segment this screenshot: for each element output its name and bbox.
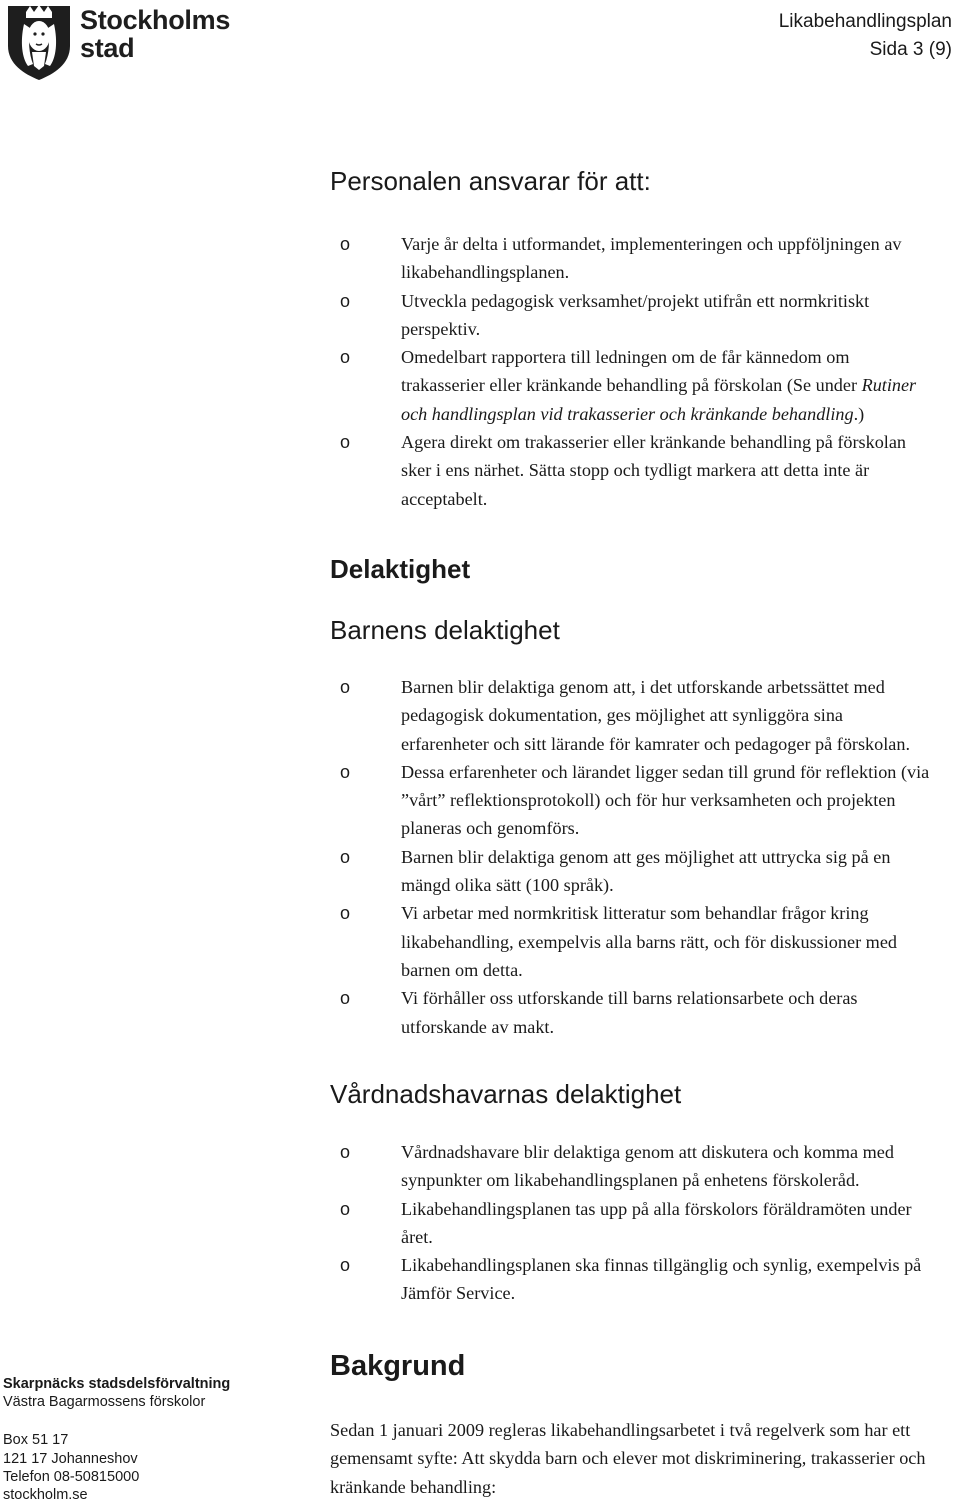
list-item: o Vi förhåller oss utforskande till barns relationsarbete och deras utforskande av makt. xyxy=(330,984,930,1041)
list-item: o Likabehandlingsplanen tas upp på alla förskolors föräldramöten under året. xyxy=(330,1195,930,1252)
barnens-list xyxy=(330,673,930,1041)
vardnad-list xyxy=(330,1138,930,1308)
list-item: o Barnen blir delaktiga genom att ges möjlighet att uttrycka sig på en mängd olika sätt (100 språk). xyxy=(330,843,930,900)
footer-box: Box 51 17 xyxy=(3,1432,69,1449)
rutiner-reference: Rutiner och handlingsplan vid trakasserier och kränkande behandling xyxy=(401,375,917,424)
list-item: o Utveckla pedagogisk verksamhet/projekt utifrån ett normkritiskt perspektiv. xyxy=(330,287,930,344)
barnens-heading: Barnens delaktighet xyxy=(330,615,560,645)
personal-heading: Personalen ansvarar för att: xyxy=(330,166,651,196)
footer-org: Skarpnäcks stadsdelsförvaltning xyxy=(3,1376,231,1392)
list-item: o Vi arbetar med normkritisk litteratur som behandlar frågor kring likabehandling, exempelvis alla barns rätt, och för diskussioner med barnen om detta. xyxy=(330,899,930,984)
footer-web-link[interactable]: stockholm.se xyxy=(3,1487,88,1504)
footer-postal: 121 17 Johanneshov xyxy=(3,1450,138,1467)
page-number: Sida 3 (9) xyxy=(869,39,952,60)
logo-text-line1: Stockholms xyxy=(80,5,231,35)
delaktighet-heading: Delaktighet xyxy=(330,554,471,584)
footer-address xyxy=(3,1375,303,1504)
list-item-text: Omedelbart rapportera till ledningen om de får kännedom om trakasserier eller kränkande behandling på förskolan (Se under xyxy=(401,347,862,396)
document-title: Likabehandlingsplan xyxy=(778,11,952,32)
list-item-text: .) xyxy=(853,403,865,424)
footer-phone: Telefon 08-50815000 xyxy=(3,1468,140,1485)
list-item: o Likabehandlingsplanen ska finnas tillgänglig och synlig, exempelvis på Jämför Service. xyxy=(330,1251,930,1308)
list-item xyxy=(330,343,930,428)
logo-text-line2: stad xyxy=(80,33,135,63)
personal-list xyxy=(330,230,930,513)
vardnad-heading: Vårdnadshavarnas delaktighet xyxy=(330,1079,682,1109)
list-item: o Varje år delta i utformandet, implementeringen och uppföljningen av likabehandlingsplanen. xyxy=(330,230,930,287)
list-item: o Agera direkt om trakasserier eller kränkande behandling på förskolan sker i ens närhet. Sätta stopp och tydligt markera att detta inte är acceptabelt. xyxy=(330,428,930,513)
bakgrund-heading: Bakgrund xyxy=(330,1350,466,1382)
footer-unit: Västra Bagarmossens förskolor xyxy=(3,1394,206,1411)
stockholms-stad-logo xyxy=(6,2,246,82)
list-item: o Barnen blir delaktiga genom att, i det utforskande arbetssättet med pedagogisk dokumentation, ges möjlighet att synliggöra sina erfarenheter och sitt lärande för kamrater och pedagoger på förskolan. xyxy=(330,673,930,758)
list-item: o Dessa erfarenheter och lärandet ligger sedan till grund för reflektion (via ”vårt” reflektionsprotokoll) och för hur verksamheten och projekten planeras och genomförs. xyxy=(330,758,930,843)
city-crest-icon xyxy=(6,2,72,82)
page-header-info xyxy=(779,8,952,64)
list-item: o Vårdnadshavare blir delaktiga genom att diskutera och komma med synpunkter om likabehandlingsplanen på enhetens förskoleråd. xyxy=(330,1138,930,1195)
bakgrund-text: Sedan 1 januari 2009 regleras likabehandlingsarbetet i två regelverk som har ett gemensamt syfte: Att skydda barn och elever mot diskriminering, trakasserier och kränkande behandling: xyxy=(330,1420,926,1497)
